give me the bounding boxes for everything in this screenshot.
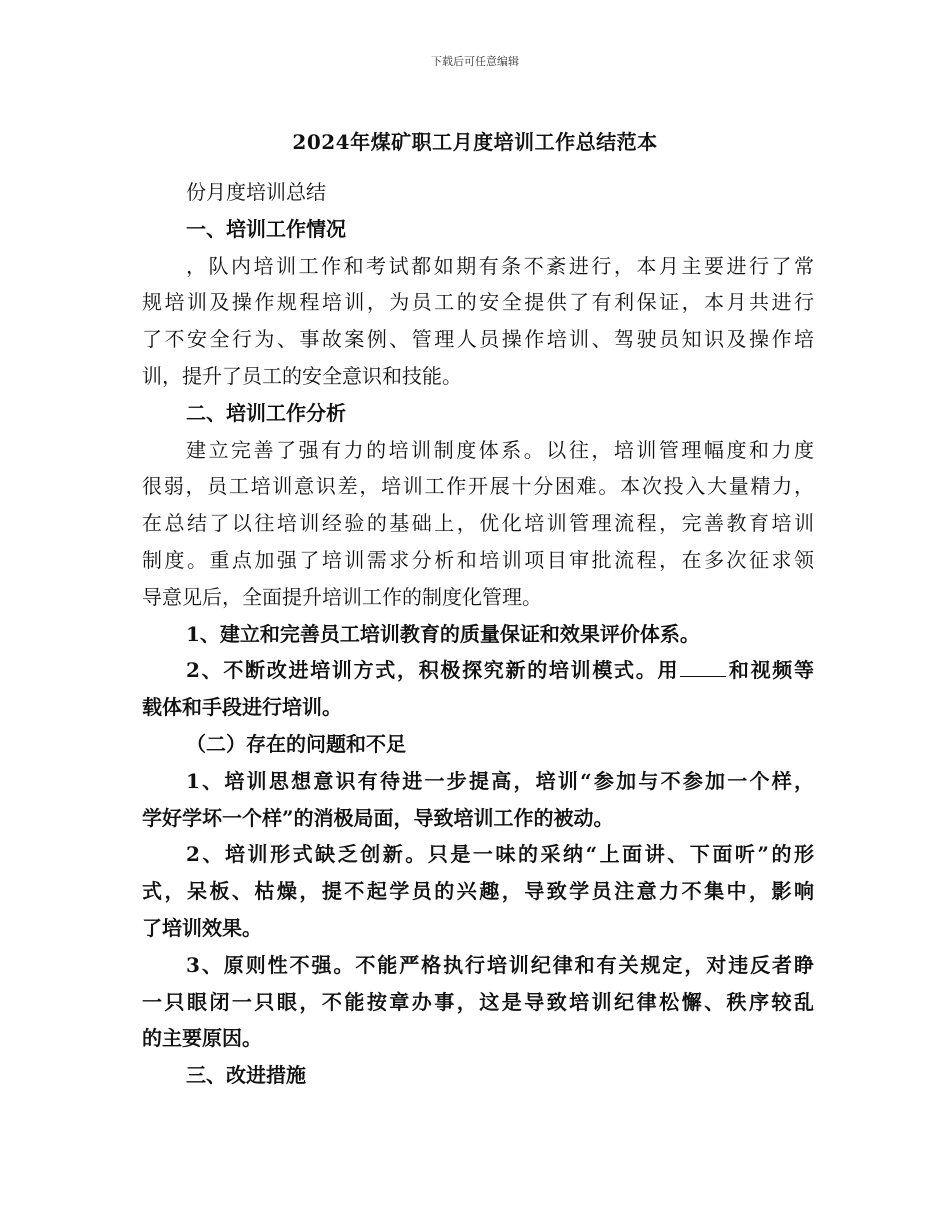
section-heading-training-status: 一、培训工作情况: [186, 216, 346, 241]
paragraph-line: 的主要原因。: [142, 1026, 262, 1051]
paragraph-line: 了培训效果。: [142, 915, 262, 940]
paragraph-line: ，队内培训工作和考试都如期有条不紊进行，本月主要进行了常: [186, 253, 814, 278]
paragraph-line: 规培训及操作规程培训，为员工的安全提供了有利保证，本月共进行: [142, 290, 814, 315]
paragraph-line: 份月度培训总结: [186, 180, 326, 204]
list-item-2: [142, 652, 814, 689]
list-item-2-text: 2、不断改进培训方式，积极探究新的培训模式。用: [186, 658, 680, 683]
page-header-note: 下载后可任意编辑: [431, 55, 519, 68]
paragraph-line: 1、培训思想意识有待进一步提高，培训“参加与不参加一个样，: [186, 768, 814, 793]
paragraph-line: 一只眼闭一只眼，不能按章办事，这是导致培训纪律松懈、秩序较乱: [142, 989, 814, 1014]
paragraph-line: 训，提升了员工的安全意识和技能。: [142, 363, 462, 388]
subsection-heading-problems: （二）存在的问题和不足: [186, 731, 406, 756]
paragraph-line: 2、培训形式缺乏创新。只是一味的采纳“上面讲、下面听”的形: [186, 842, 814, 867]
paragraph-line: 很弱，员工培训意识差，培训工作开展十分困难。本次投入大量精力，: [142, 474, 814, 499]
list-item-2-text-after: 和视频等: [727, 658, 814, 683]
fill-in-blank: [680, 654, 726, 677]
paragraph-line: 导意见后，全面提升培训工作的制度化管理。: [142, 584, 542, 609]
paragraph-line: 了不安全行为、事故案例、管理人员操作培训、驾驶员知识及操作培: [142, 327, 814, 352]
section-heading-improvements: 三、改进措施: [186, 1063, 306, 1088]
list-item-1: 1、建立和完善员工培训教育的质量保证和效果评价体系。: [186, 621, 700, 646]
paragraph-line: 学好学坏一个样”的消极局面，导致培训工作的被动。: [142, 805, 614, 830]
document-body: [142, 174, 814, 1094]
paragraph-line: 在总结了以往培训经验的基础上，优化培训管理流程，完善教育培训: [142, 511, 814, 536]
paragraph-line: 3、原则性不强。不能严格执行培训纪律和有关规定，对违反者睁: [186, 952, 814, 977]
paragraph-line: 载体和手段进行培训。: [142, 695, 342, 720]
paragraph-line: 式，呆板、枯燥，提不起学员的兴趣，导致学员注意力不集中，影响: [142, 879, 814, 904]
section-heading-training-analysis: 二、培训工作分析: [186, 400, 346, 425]
document-title: 2024年煤矿职工月度培训工作总结范本: [292, 130, 658, 154]
paragraph-line: 建立完善了强有力的培训制度体系。以往，培训管理幅度和力度: [186, 437, 814, 462]
paragraph-line: 制度。重点加强了培训需求分析和培训项目审批流程，在多次征求领: [142, 547, 814, 572]
